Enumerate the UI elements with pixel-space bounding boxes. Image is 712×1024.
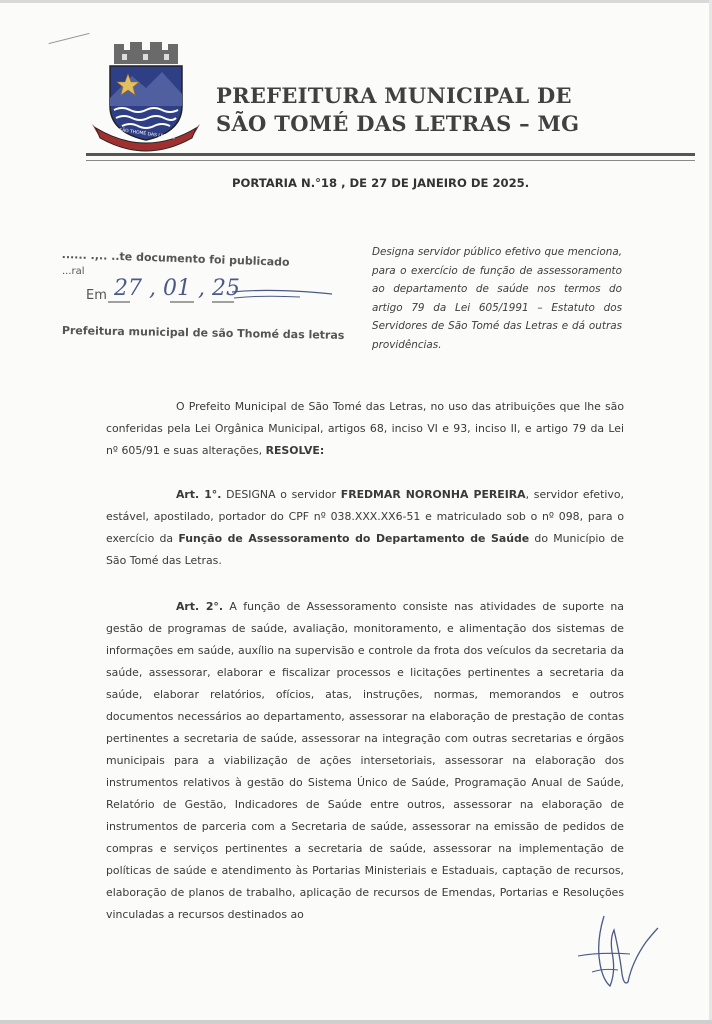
portaria-title: PORTARIA N.°18 , DE 27 DE JANEIRO DE 2025.	[232, 176, 530, 190]
stamp-line2: ...ral	[62, 266, 85, 277]
article-1-label: Art. 1°.	[176, 488, 222, 501]
article-1-text-a: DESIGNA o servidor	[226, 488, 337, 501]
publication-stamp	[61, 248, 345, 348]
page-header-title	[216, 82, 596, 138]
article-1-server-name: FREDMAR NORONHA PEREIRA	[340, 488, 526, 501]
stamp-handwritten-date: 27 , 01 , 25	[114, 276, 240, 301]
stamp-line3-prefix: Em	[86, 288, 107, 303]
signature-initials-icon	[570, 912, 660, 992]
stamp-line1: ...... .,.. ..te documento foi publicado	[61, 248, 290, 269]
header-divider-thick	[86, 153, 695, 156]
stamp-line4: Prefeitura municipal de são Thomé das letras	[61, 324, 345, 342]
article-1-text-b: , servidor efetivo, estável, apostilado, portador do CPF nº 038.XXX.XX6-51 e matriculado sob o nº 098, para o exercício da	[106, 488, 624, 545]
preamble-resolve: RESOLVE:	[265, 444, 325, 457]
article-2-paragraph	[106, 596, 624, 926]
article-1-function: Função de Assessoramento do Departamento de Saúde	[178, 532, 530, 545]
article-1-paragraph	[106, 484, 624, 572]
scan-edge-bottom	[0, 1020, 712, 1024]
article-1-text-c: do Município de São Tomé das Letras.	[106, 532, 624, 567]
preamble-paragraph	[106, 396, 624, 462]
ementa-summary: Designa servidor público efetivo que menciona, para o exercício de função de assessoramento ao departamento de saúde nos termos do artigo 79 da Lei 605/1991 – Estatuto dos Servidores de São Tomé das Letras e dá outras providências.	[372, 246, 622, 351]
header-title-line2: SÃO TOMÉ DAS LETRAS – MG	[216, 111, 580, 136]
article-2-label: Art. 2°.	[176, 600, 224, 613]
pen-mark	[49, 33, 90, 44]
preamble-text: O Prefeito Municipal de São Tomé das Letras, no uso das atribuições que lhe são conferidas pela Lei Orgânica Municipal, artigos 68, inciso VI e 93, inciso II, e artigo 79 da Lei nº 605/91 e suas alterações,	[106, 400, 624, 457]
header-divider-thin	[86, 160, 695, 161]
scan-edge-top	[0, 0, 712, 3]
header-title-line1: PREFEITURA MUNICIPAL DE	[216, 83, 572, 108]
article-2-text: A função de Assessoramento consiste nas atividades de suporte na gestão de programas de saúde, avaliação, monitoramento, e alimentação dos sistemas de informações em saúde, auxílio na supervisão e controle da frota dos veículos da secretaria da saúde, assessorar, elaborar e fiscalizar processos e licitações pertinentes a secretaria da saúde, elaborar relatórios, ofícios, atas, instruções, normas, memorandos e outros documentos necessários ao departamento, assessorar na elaboração de prestação de contas pertinentes a secretaria de saúde, assessorar na integração com outras secretarias e órgãos municipais para a viabilização de ações intersetoriais, assessorar na elaboração dos instrumentos relativos à gestão do Sistema Único de Saúde, Programação Anual de Saúde, Relatório de Gestão, Indicadores de Saúde entre outros, assessorar na elaboração de instrumentos de parceria com a Secretaria de saúde, assessorar na emissão de pedidos de compras e serviços pertinentes a secretaria de saúde, assessorar na implementação de políticas de saúde e atendimento às Portarias Ministeriais e Estaduais, captação de recursos, elaboração de planos de trabalho, aplicação de recursos de Emendas, Portarias e Resoluções vinculadas a recursos destinados ao	[106, 600, 624, 921]
crest-ribbon-text: SÃO THOMÉ DAS LETRAS	[118, 128, 176, 141]
